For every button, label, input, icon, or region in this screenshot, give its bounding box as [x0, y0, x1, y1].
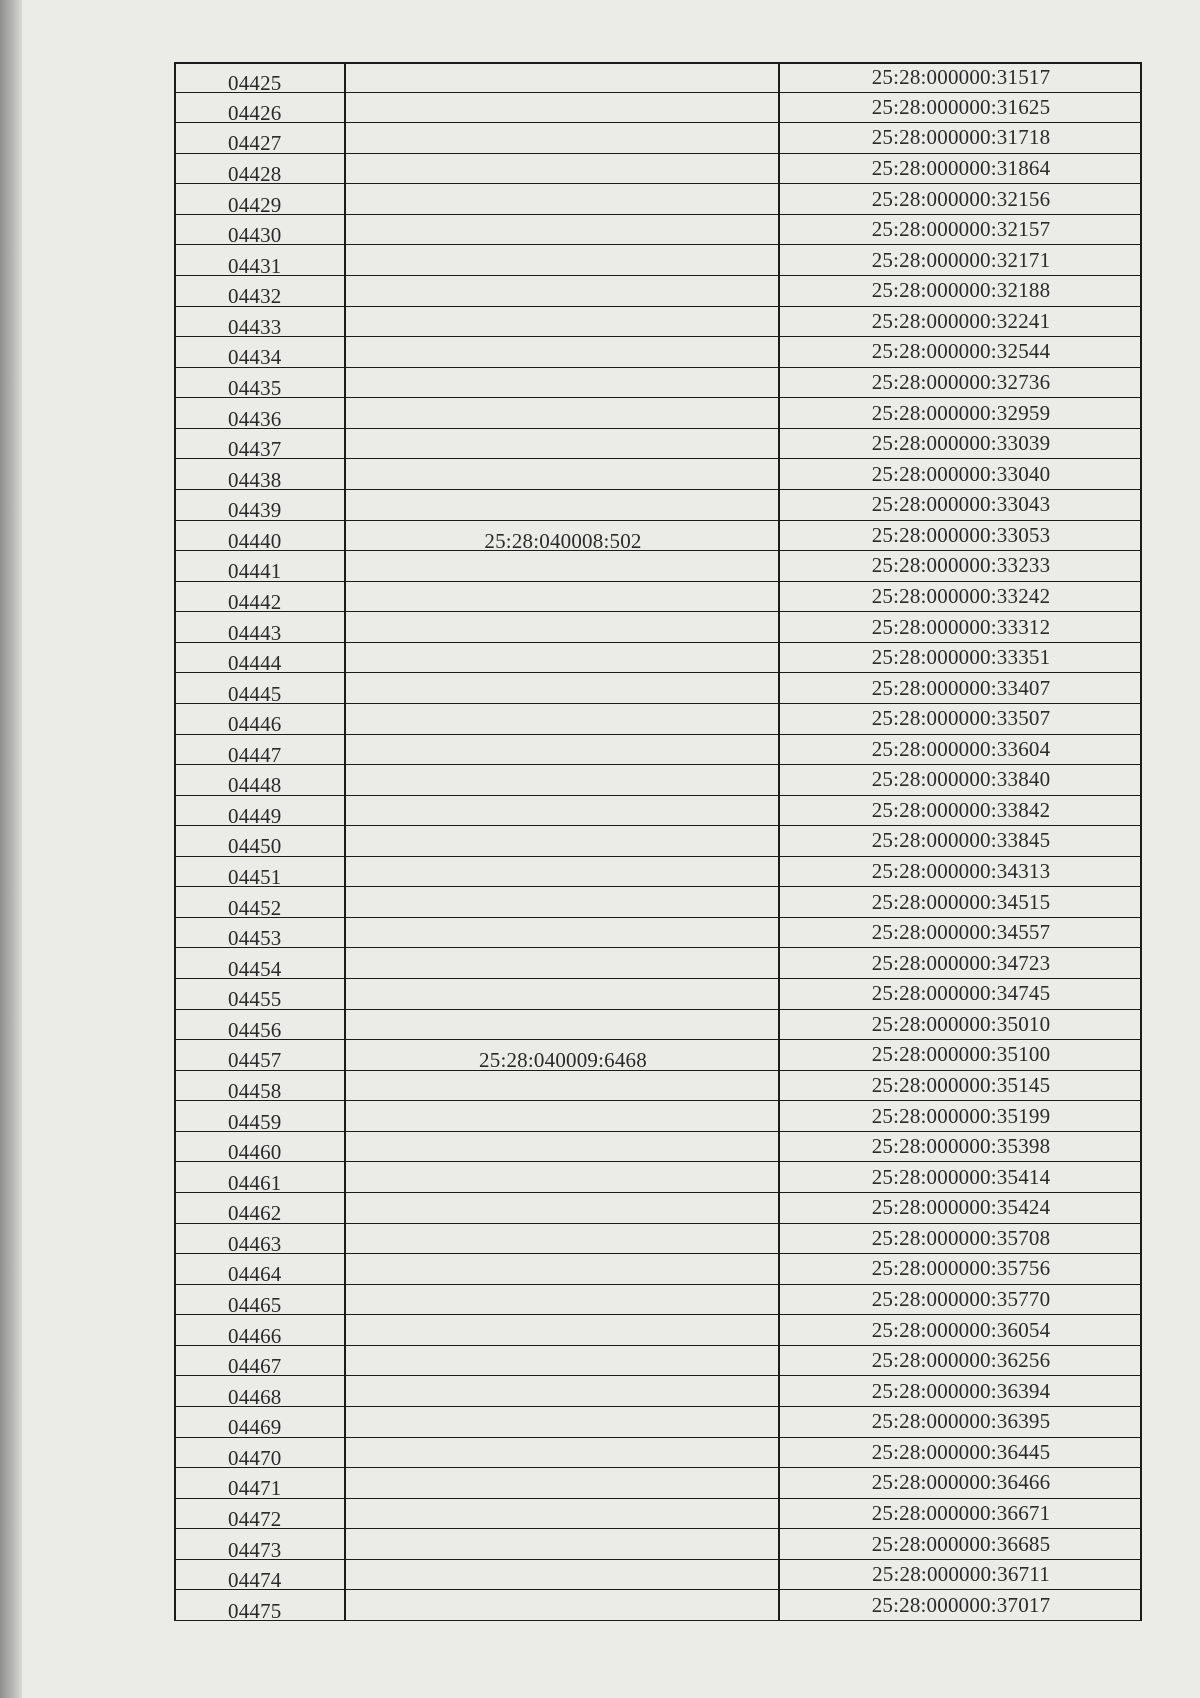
table-row [174, 1315, 1142, 1346]
cadastral-number-cell: 25:28:000000:36054 [871, 1317, 1051, 1342]
cadastral-number-cell: 25:28:000000:34313 [871, 859, 1051, 884]
cadastral-number-cell: 25:28:000000:31864 [871, 155, 1051, 180]
row-number-cell: 04463 [228, 1231, 282, 1256]
cadastral-number-cell: 25:28:000000:33053 [871, 522, 1051, 547]
table-row [174, 215, 1142, 246]
cadastral-number-cell: 25:28:000000:36466 [871, 1470, 1051, 1495]
row-number-cell: 04454 [228, 956, 282, 981]
table-row [174, 368, 1142, 399]
row-number-cell: 04431 [228, 253, 282, 278]
table-row [174, 1224, 1142, 1255]
cadastral-number-cell: 25:28:000000:32156 [871, 186, 1051, 211]
table-row [174, 1499, 1142, 1530]
row-number-cell: 04433 [228, 314, 282, 339]
table-row [174, 887, 1142, 918]
table-row [174, 918, 1142, 949]
table-row [174, 1438, 1142, 1469]
row-number-cell: 04425 [228, 71, 282, 96]
row-number-cell: 04432 [228, 284, 282, 309]
cadastral-number-cell: 25:28:000000:33043 [871, 492, 1051, 517]
row-number-cell: 04464 [228, 1262, 282, 1287]
cadastral-number-cell: 25:28:000000:33604 [871, 736, 1051, 761]
row-number-cell: 04434 [228, 345, 282, 370]
cadastral-number-cell: 25:28:000000:32157 [871, 217, 1051, 242]
table-row [174, 398, 1142, 429]
row-number-cell: 04474 [228, 1568, 282, 1593]
table-row [174, 765, 1142, 796]
parcel-number-cell: 25:28:040008:502 [484, 528, 642, 553]
table-row [174, 643, 1142, 674]
table-row [174, 245, 1142, 276]
cadastral-number-cell: 25:28:000000:33840 [871, 767, 1051, 792]
row-number-cell: 04428 [228, 161, 282, 186]
cadastral-number-cell: 25:28:000000:36685 [871, 1531, 1051, 1556]
cadastral-number-cell: 25:28:000000:36256 [871, 1348, 1051, 1373]
row-number-cell: 04443 [228, 620, 282, 645]
row-number-cell: 04448 [228, 773, 282, 798]
row-number-cell: 04458 [228, 1079, 282, 1104]
row-number-cell: 04468 [228, 1384, 282, 1409]
row-number-cell: 04456 [228, 1017, 282, 1042]
cadastral-number-cell: 25:28:000000:33351 [871, 645, 1051, 670]
cadastral-number-cell: 25:28:000000:35199 [871, 1103, 1051, 1128]
cadastral-number-cell: 25:28:000000:35770 [871, 1287, 1051, 1312]
table-row [174, 1071, 1142, 1102]
table-row [174, 826, 1142, 857]
cadastral-number-cell: 25:28:000000:34745 [871, 981, 1051, 1006]
table-row [174, 704, 1142, 735]
parcel-number-cell [346, 1590, 780, 1626]
table-row [174, 123, 1142, 154]
row-number-cell: 04469 [228, 1415, 282, 1440]
cadastral-number-cell: 25:28:000000:33842 [871, 797, 1051, 822]
row-number-cell: 04440 [228, 528, 282, 553]
table-row [174, 857, 1142, 888]
row-number-cell: 04449 [228, 803, 282, 828]
row-number-cell: 04465 [228, 1293, 282, 1318]
row-number-cell: 04473 [228, 1537, 282, 1562]
row-number-cell: 04455 [228, 987, 282, 1012]
cadastral-number-cell: 25:28:000000:32544 [871, 339, 1051, 364]
row-number-cell: 04471 [228, 1476, 282, 1501]
row-number-cell: 04459 [228, 1109, 282, 1134]
scan-shadow-edge [0, 0, 22, 1698]
cadastral-number-cell: 25:28:000000:31517 [871, 65, 1051, 90]
cadastral-number-cell: 25:28:000000:33233 [871, 553, 1051, 578]
table-row [174, 979, 1142, 1010]
table-row [174, 673, 1142, 704]
cadastral-number-cell: 25:28:000000:31625 [871, 94, 1051, 119]
table-row [174, 796, 1142, 827]
cadastral-number-cell: 25:28:000000:36671 [871, 1501, 1051, 1525]
parcel-number-cell: 25:28:040009:6468 [479, 1048, 647, 1073]
cadastral-number-cell: 25:28:000000:33242 [871, 583, 1051, 608]
row-number-cell: 04447 [228, 742, 282, 767]
table-row [174, 1010, 1142, 1041]
cadastral-number-cell: 25:28:000000:35708 [871, 1225, 1051, 1250]
cadastral-number-cell: 25:28:000000:32736 [871, 369, 1051, 394]
cadastral-number-cell: 25:28:000000:32171 [871, 247, 1051, 272]
table-row [174, 612, 1142, 643]
row-number-cell: 04451 [228, 865, 282, 890]
cadastral-number-cell: 25:28:000000:35100 [871, 1042, 1051, 1067]
cadastral-number-cell: 25:28:000000:35010 [871, 1011, 1051, 1036]
cadastral-number-cell: 25:28:000000:32241 [871, 308, 1051, 333]
table-row [174, 1468, 1142, 1499]
row-number-cell: 04446 [228, 712, 282, 737]
row-number-cell: 04452 [228, 895, 282, 920]
cadastral-number-cell: 25:28:000000:33407 [871, 675, 1051, 700]
row-number-cell: 04460 [228, 1140, 282, 1165]
row-number-cell: 04470 [228, 1445, 282, 1470]
cadastral-number-cell: 25:28:000000:32959 [871, 400, 1051, 425]
table-row [174, 459, 1142, 490]
row-number-cell: 04436 [228, 406, 282, 431]
cadastral-number-cell: 25:28:000000:33039 [871, 431, 1051, 456]
table-row [174, 1590, 1142, 1621]
row-number-cell: 04453 [228, 926, 282, 951]
cadastral-number-cell: 25:28:000000:35398 [871, 1134, 1051, 1159]
table-row [174, 154, 1142, 185]
table-row [174, 337, 1142, 368]
table-row [174, 1101, 1142, 1132]
row-number-cell: 04426 [228, 100, 282, 125]
row-number-cell: 04430 [228, 223, 282, 248]
table-row [174, 1132, 1142, 1163]
row-number-cell: 04475 [228, 1598, 282, 1623]
row-number-cell: 04472 [228, 1507, 282, 1531]
cadastral-table [174, 62, 1142, 1621]
table-row [174, 948, 1142, 979]
cadastral-number-cell: 25:28:000000:36394 [871, 1378, 1051, 1403]
cadastral-number-cell: 25:28:000000:34515 [871, 889, 1051, 914]
table-row [174, 1407, 1142, 1438]
cadastral-number-cell: 25:28:000000:35424 [871, 1195, 1051, 1220]
table-row [174, 735, 1142, 766]
cadastral-number-cell: 25:28:000000:31718 [871, 125, 1051, 150]
table-row [174, 1040, 1142, 1071]
row-number-cell: 04438 [228, 467, 282, 492]
table-row [174, 184, 1142, 215]
row-number-cell: 04467 [228, 1354, 282, 1379]
cadastral-number-cell: 25:28:000000:35414 [871, 1164, 1051, 1189]
row-number-cell: 04427 [228, 131, 282, 156]
cadastral-number-cell: 25:28:000000:37017 [871, 1592, 1051, 1617]
table-row [174, 1529, 1142, 1560]
row-number-cell: 04466 [228, 1323, 282, 1348]
cadastral-number-cell: 25:28:000000:34557 [871, 920, 1051, 945]
row-number-cell: 04429 [228, 192, 282, 217]
table-row [174, 62, 1142, 96]
table-row [174, 307, 1142, 338]
table-row [174, 276, 1142, 307]
table-row [174, 551, 1142, 582]
cadastral-number-cell: 25:28:000000:33845 [871, 828, 1051, 853]
cadastral-number-cell: 25:28:000000:33312 [871, 614, 1051, 639]
cadastral-number-cell: 25:28:000000:35145 [871, 1073, 1051, 1098]
row-number-cell: 04441 [228, 559, 282, 584]
table-row [174, 1193, 1142, 1224]
table-row [174, 1162, 1142, 1193]
table-row [174, 582, 1142, 613]
cadastral-number-cell: 25:28:000000:36445 [871, 1439, 1051, 1464]
table-row [174, 429, 1142, 460]
row-number-cell: 04445 [228, 681, 282, 706]
cadastral-number-cell: 25:28:000000:33040 [871, 461, 1051, 486]
table-row [174, 1376, 1142, 1407]
cadastral-number-cell: 25:28:000000:34723 [871, 950, 1051, 975]
cadastral-number-cell: 25:28:000000:36711 [872, 1562, 1050, 1587]
row-number-cell: 04461 [228, 1170, 282, 1195]
row-number-cell: 04457 [228, 1048, 282, 1073]
row-number-cell: 04439 [228, 498, 282, 523]
cadastral-number-cell: 25:28:000000:35756 [871, 1256, 1051, 1281]
document-page [22, 0, 1200, 1698]
row-number-cell: 04462 [228, 1201, 282, 1226]
row-number-cell: 04437 [228, 437, 282, 462]
table-row [174, 1346, 1142, 1377]
cadastral-number-cell: 25:28:000000:33507 [871, 706, 1051, 731]
cadastral-number-cell: 25:28:000000:36395 [871, 1409, 1051, 1434]
row-number-cell: 04444 [228, 651, 282, 676]
row-number-cell: 04450 [228, 834, 282, 859]
table-row [174, 521, 1142, 552]
table-row [174, 1560, 1142, 1591]
table-row [174, 490, 1142, 521]
cadastral-number-cell: 25:28:000000:32188 [871, 278, 1051, 303]
row-number-cell: 04435 [228, 375, 282, 400]
row-number-cell: 04442 [228, 589, 282, 614]
table-row [174, 93, 1142, 124]
table-row [174, 1285, 1142, 1316]
table-row [174, 1254, 1142, 1285]
